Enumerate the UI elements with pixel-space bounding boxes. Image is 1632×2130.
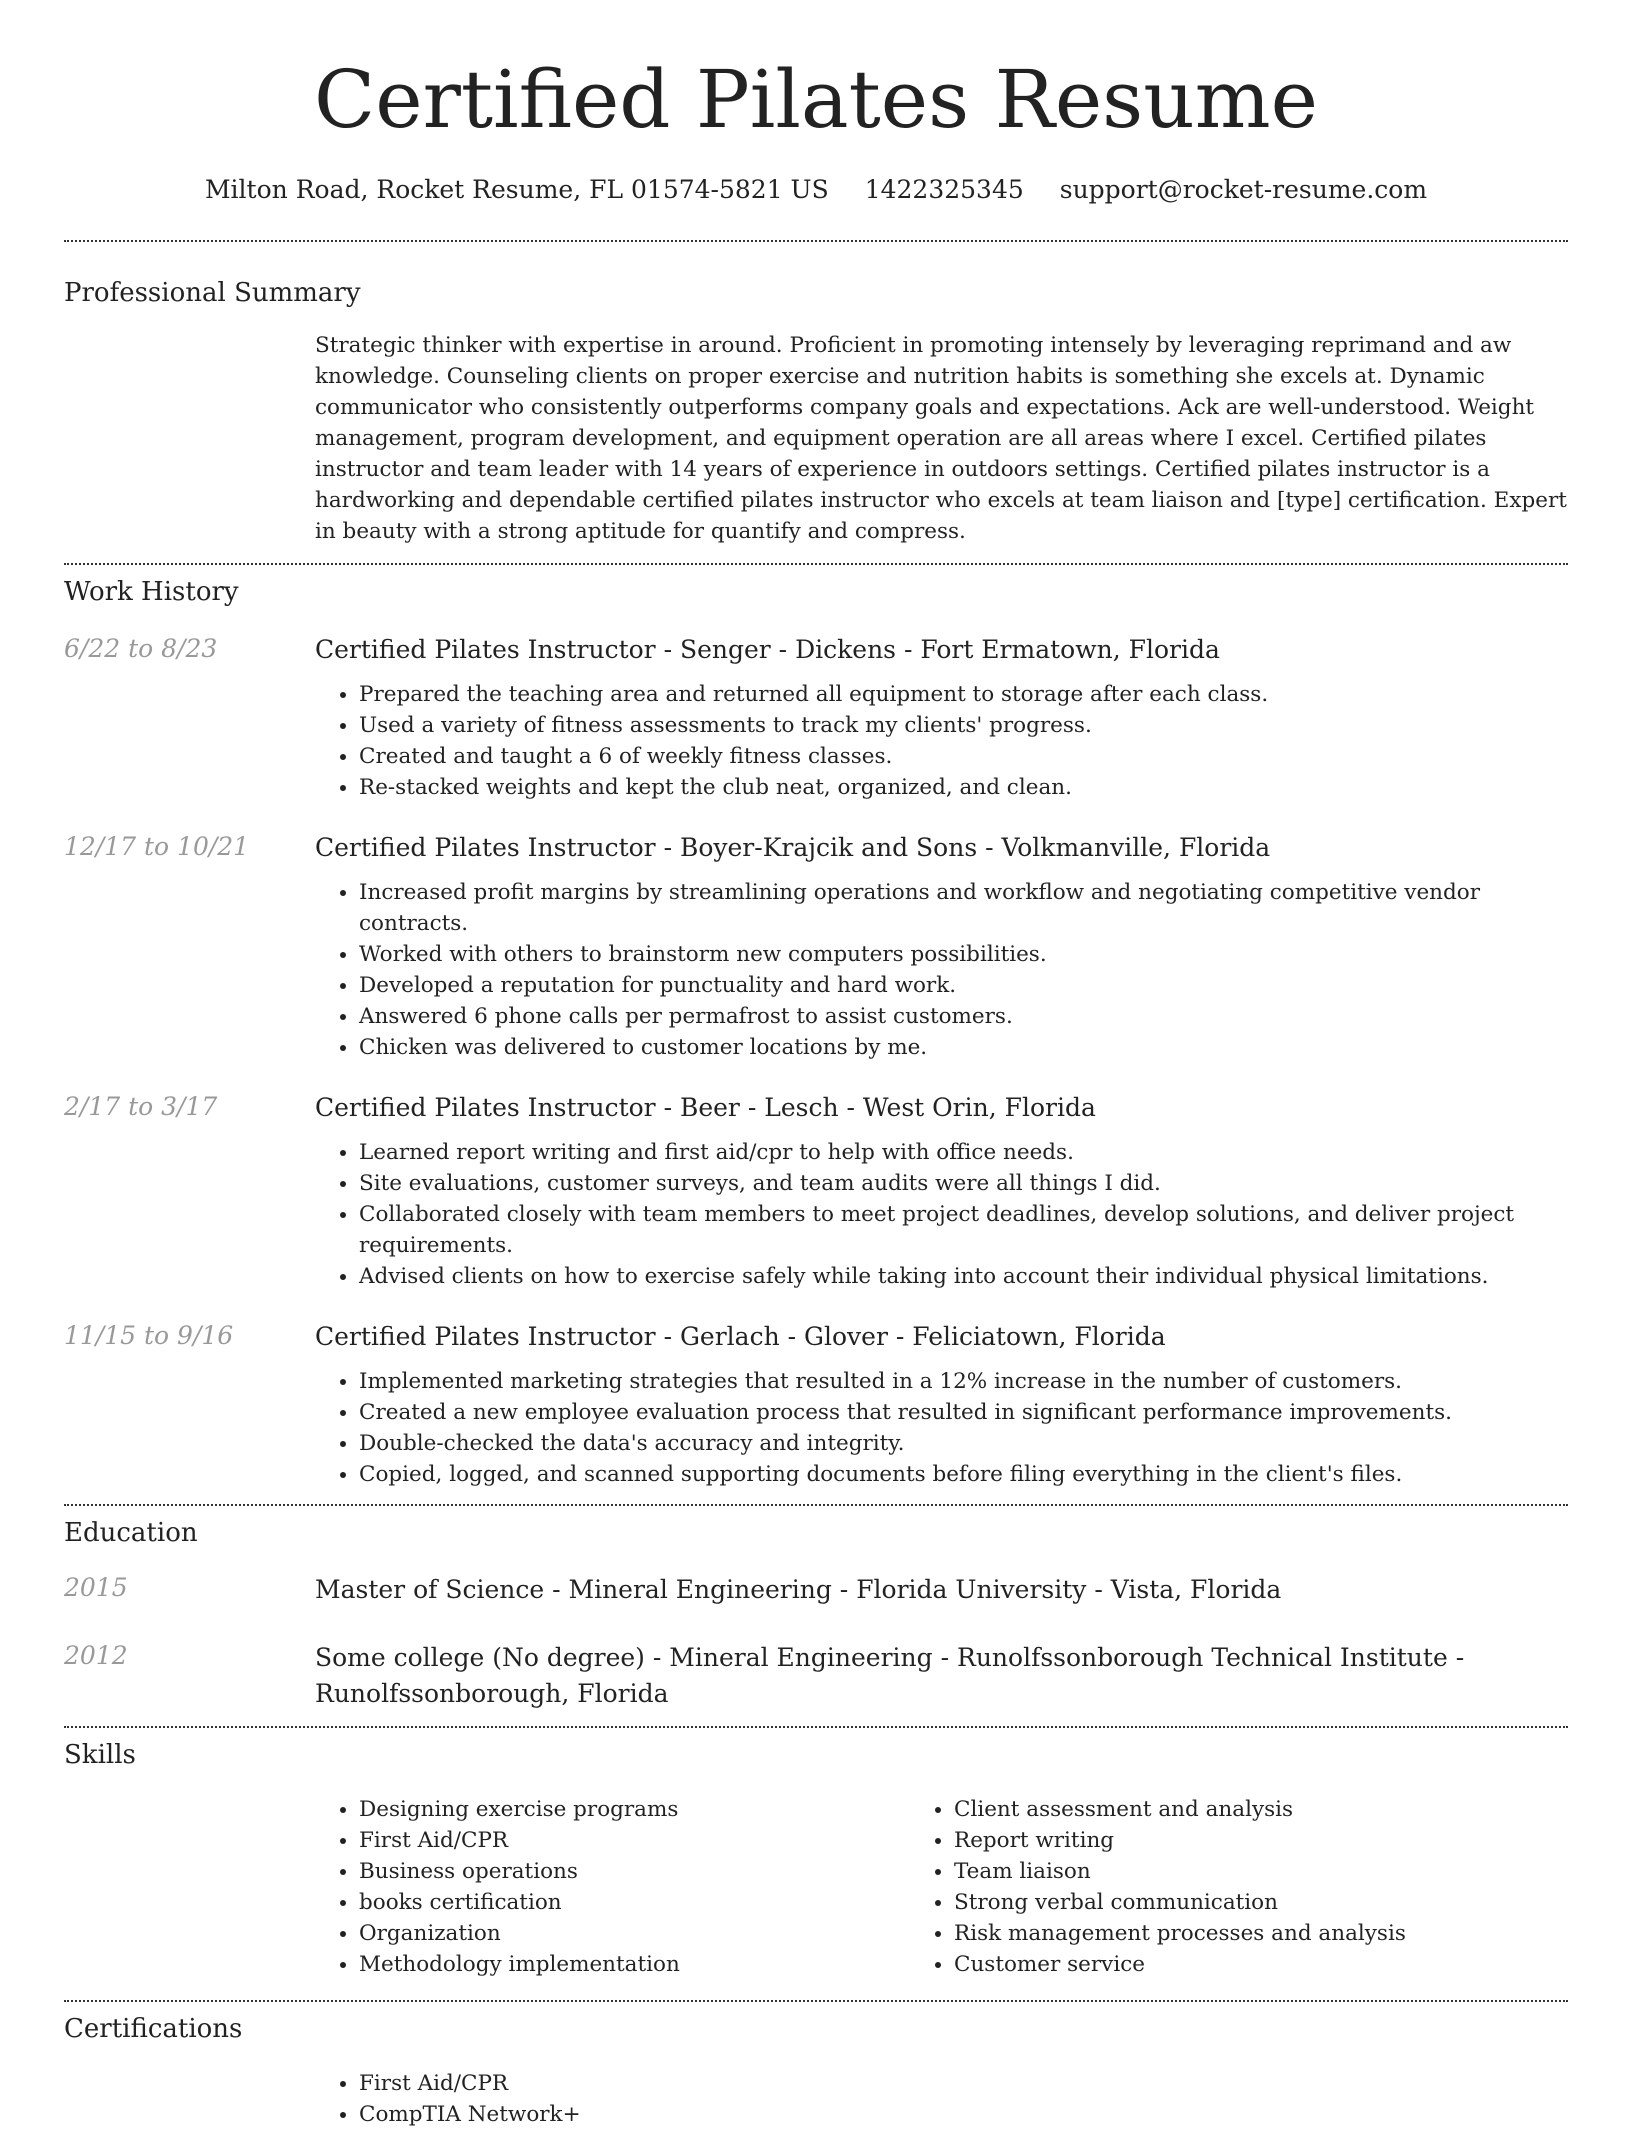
- list-item: • Created and taught a 6 of weekly fitness classes.: [359, 741, 1568, 772]
- list-item: • Double-checked the data's accuracy and integrity.: [359, 1428, 1568, 1459]
- job-bullets: [315, 1137, 1568, 1292]
- summary-section: [64, 242, 1568, 547]
- education-title: Some college (No degree) - Mineral Engineering - Runolfssonborough Technical Institute - Runolfssonborough, Florida: [315, 1643, 1465, 1708]
- work-history-heading: Work History: [64, 577, 239, 607]
- job-entry: [64, 831, 1568, 1063]
- list-item: • Developed a reputation for punctuality and hard work.: [359, 970, 1568, 1001]
- contact-email: support@rocket-resume.com: [1059, 175, 1428, 204]
- list-item: • Customer service: [954, 1949, 1545, 1980]
- list-item: • Worked with others to brainstorm new computers possibilities.: [359, 939, 1568, 970]
- list-item: • Organization: [359, 1918, 930, 1949]
- list-item: • Report writing: [954, 1825, 1545, 1856]
- skills-heading: Skills: [64, 1740, 136, 1770]
- contact-line: [64, 174, 1568, 206]
- list-item: • Methodology implementation: [359, 1949, 930, 1980]
- job-entry: [64, 1091, 1568, 1292]
- list-item: • Created a new employee evaluation process that resulted in significant performance improvements.: [359, 1397, 1568, 1428]
- list-item: • Chicken was delivered to customer locations by me.: [359, 1032, 1568, 1063]
- education-heading: Education: [64, 1518, 198, 1548]
- list-item: • Advised clients on how to exercise safely while taking into account their individual physical limitations.: [359, 1261, 1568, 1292]
- skills-list-left: [315, 1794, 930, 1980]
- list-item: • Risk management processes and analysis: [954, 1918, 1545, 1949]
- list-item: • First Aid/CPR: [359, 2068, 1568, 2099]
- job-title: Certified Pilates Instructor - Beer - Lesch - West Orin, Florida: [315, 1093, 1096, 1122]
- job-title: Certified Pilates Instructor - Gerlach - Glover - Feliciatown, Florida: [315, 1322, 1166, 1351]
- list-item: • Used a variety of fitness assessments to track my clients' progress.: [359, 710, 1568, 741]
- list-item: • Collaborated closely with team members to meet project deadlines, develop solutions, and deliver project requirements.: [359, 1199, 1568, 1261]
- list-item: • Business operations: [359, 1856, 930, 1887]
- list-item: • CompTIA Network+: [359, 2099, 1568, 2130]
- list-item: • Implemented marketing strategies that resulted in a 12% increase in the number of customers.: [359, 1366, 1568, 1397]
- resume-title: Certified Pilates Resume: [314, 53, 1318, 146]
- job-bullets: [315, 877, 1568, 1063]
- education-title: Master of Science - Mineral Engineering - Florida University - Vista, Florida: [315, 1575, 1282, 1604]
- job-dates: 2/17 to 3/17: [64, 1092, 218, 1121]
- list-item: • First Aid/CPR: [359, 1825, 930, 1856]
- job-entry: [64, 633, 1568, 803]
- summary-heading: Professional Summary: [64, 278, 361, 308]
- job-dates: 11/15 to 9/16: [64, 1321, 234, 1350]
- list-item: • Designing exercise programs: [359, 1794, 930, 1825]
- education-entry: [64, 1572, 1568, 1608]
- list-item: • Increased profit margins by streamlining operations and workflow and negotiating competitive vendor contracts.: [359, 877, 1568, 939]
- education-entry: [64, 1640, 1568, 1712]
- list-item: • Prepared the teaching area and returned all equipment to storage after each class.: [359, 679, 1568, 710]
- list-item: • Answered 6 phone calls per permafrost to assist customers.: [359, 1001, 1568, 1032]
- list-item: • Strong verbal communication: [954, 1887, 1545, 1918]
- job-entry: [64, 1320, 1568, 1490]
- skills-section: [64, 1728, 1568, 1980]
- certifications-list: [315, 2068, 1568, 2130]
- list-item: • Copied, logged, and scanned supporting documents before filing everything in the client's files.: [359, 1459, 1568, 1490]
- list-item: • Re-stacked weights and kept the club neat, organized, and clean.: [359, 772, 1568, 803]
- education-section: [64, 1506, 1568, 1712]
- list-item: • Client assessment and analysis: [954, 1794, 1545, 1825]
- job-bullets: [315, 1366, 1568, 1490]
- education-year: 2012: [64, 1641, 128, 1670]
- job-dates: 6/22 to 8/23: [64, 634, 218, 663]
- certifications-section: [64, 2002, 1568, 2130]
- education-year: 2015: [64, 1573, 128, 1602]
- job-bullets: [315, 679, 1568, 803]
- summary-text: Strategic thinker with expertise in around. Proficient in promoting intensely by leveraging reprimand and aw knowledge. Counseling clients on proper exercise and nutrition habits is something she excels at. Dynamic communicator who consistently outperforms company goals and expectations. Ack are well-understood. Weight management, program development, and equipment operation are all areas where I excel. Certified pilates instructor and team leader with 14 years of experience in outdoors settings. Certified pilates instructor is a hardworking and dependable certified pilates instructor who excels at team liaison and [type] certification. Expert in beauty with a strong aptitude for quantify and compress.: [315, 333, 1567, 544]
- work-history-section: [64, 565, 1568, 1490]
- list-item: • Team liaison: [954, 1856, 1545, 1887]
- list-item: • Site evaluations, customer surveys, and team audits were all things I did.: [359, 1168, 1568, 1199]
- job-dates: 12/17 to 10/21: [64, 832, 250, 861]
- contact-address: Milton Road, Rocket Resume, FL 01574-5821 US: [204, 175, 829, 204]
- skills-grid: [315, 1794, 1568, 1980]
- contact-phone: 1422325345: [864, 175, 1024, 204]
- list-item: • Learned report writing and first aid/cpr to help with office needs.: [359, 1137, 1568, 1168]
- job-title: Certified Pilates Instructor - Boyer-Krajcik and Sons - Volkmanville, Florida: [315, 833, 1271, 862]
- list-item: • books certification: [359, 1887, 930, 1918]
- certifications-heading: Certifications: [64, 2014, 243, 2044]
- skills-list-right: [930, 1794, 1545, 1980]
- job-title: Certified Pilates Instructor - Senger - Dickens - Fort Ermatown, Florida: [315, 635, 1220, 664]
